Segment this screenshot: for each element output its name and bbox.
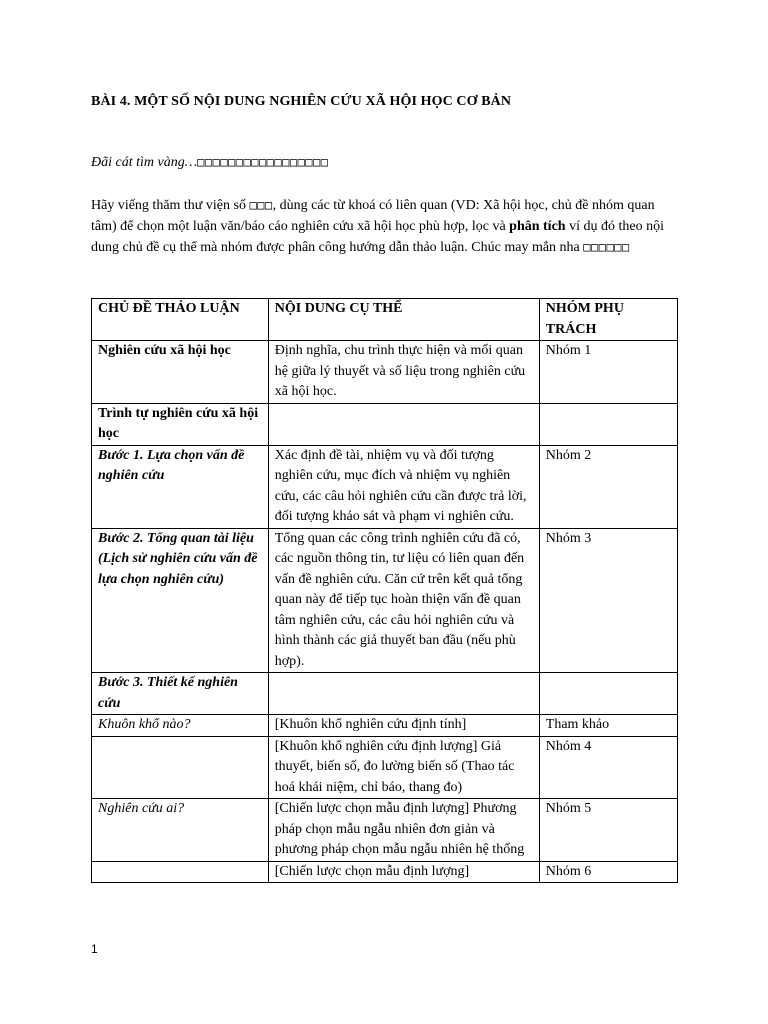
subtitle-missing-glyphs: □□□□□□□□□□□□□□□□□ bbox=[197, 155, 329, 169]
table-header-row bbox=[92, 299, 678, 341]
content-cell: Xác định đề tài, nhiệm vụ và đối tượng nghiên cứu, mục đích và nhiệm vụ nghiên cứu, các câu hỏi nghiên cứu cần được trả lời, đối tượng khảo sát và phạm vi nghiên cứu. bbox=[268, 445, 539, 528]
content-cell bbox=[268, 673, 539, 715]
topic-cell: Nghiên cứu xã hội học bbox=[92, 341, 269, 404]
subtitle-lead: Đãi cát tìm vàng… bbox=[91, 155, 198, 170]
subtitle bbox=[91, 155, 328, 171]
topic-cell: Khuôn khổ nào? bbox=[92, 715, 269, 737]
header-topic: CHỦ ĐỀ THẢO LUẬN bbox=[92, 299, 269, 341]
group-cell bbox=[539, 403, 677, 445]
group-cell: Nhóm 3 bbox=[539, 528, 677, 673]
topic-cell bbox=[92, 736, 269, 799]
content-cell bbox=[268, 403, 539, 445]
intro-paragraph bbox=[91, 195, 681, 258]
content-cell: [Chiến lược chọn mẫu định lượng] bbox=[268, 861, 539, 883]
intro-missing-glyphs-2: □□□□□□ bbox=[583, 240, 630, 254]
content-cell: [Khuôn khổ nghiên cứu định tính] bbox=[268, 715, 539, 737]
content-cell: [Khuôn khổ nghiên cứu định lượng] Giả thuyết, biến số, đo lường biến số (Thao tác hoá khái niệm, chỉ báo, thang đo) bbox=[268, 736, 539, 799]
group-cell: Nhóm 2 bbox=[539, 445, 677, 528]
group-cell: Tham khảo bbox=[539, 715, 677, 737]
topic-cell: Nghiên cứu ai? bbox=[92, 799, 269, 862]
group-cell bbox=[539, 673, 677, 715]
group-cell: Nhóm 4 bbox=[539, 736, 677, 799]
group-cell: Nhóm 6 bbox=[539, 861, 677, 883]
page-title: BÀI 4. MỘT SỐ NỘI DUNG NGHIÊN CỨU XÃ HỘI HỌC CƠ BẢN bbox=[91, 94, 512, 109]
header-group: NHÓM PHỤ TRÁCH bbox=[539, 299, 677, 341]
topic-cell bbox=[92, 861, 269, 883]
table-row bbox=[92, 861, 678, 883]
content-cell: [Chiến lược chọn mẫu định lượng] Phương pháp chọn mẫu ngẫu nhiên đơn giản và phương pháp chọn mẫu ngẫu nhiên hệ thống bbox=[268, 799, 539, 862]
intro-missing-glyphs-1: □□□ bbox=[249, 198, 273, 212]
topic-cell: Trình tự nghiên cứu xã hội học bbox=[92, 403, 269, 445]
intro-text-part2: , dùng các từ khoá có liên quan (VD: Xã hội học, chủ đề nhóm quan tâm) để chọn một luận văn/báo cáo nghiên cứu xã hội học phù hợp, lọc và bbox=[91, 198, 655, 234]
table-row bbox=[92, 736, 678, 799]
table-row bbox=[92, 715, 678, 737]
table-row bbox=[92, 445, 678, 528]
table-row bbox=[92, 528, 678, 673]
group-cell: Nhóm 5 bbox=[539, 799, 677, 862]
table-row bbox=[92, 403, 678, 445]
topic-cell: Bước 2. Tổng quan tài liệu (Lịch sử nghiên cứu vấn đề lựa chọn nghiên cứu) bbox=[92, 528, 269, 673]
intro-text-part1: Hãy viếng thăm thư viện số bbox=[91, 198, 250, 213]
page-number: 1 bbox=[91, 942, 98, 956]
table-row bbox=[92, 799, 678, 862]
content-cell: Tổng quan các công trình nghiên cứu đã có, các nguồn thông tin, tư liệu có liên quan đến vấn đề nghiên cứu. Căn cứ trên kết quả tổng quan này để tiếp tục hoàn thiện vấn đề quan tâm nghiên cứu, các câu hỏi nghiên cứu và hình thành các giả thuyết ban đầu (nếu phù hợp). bbox=[268, 528, 539, 673]
group-cell: Nhóm 1 bbox=[539, 341, 677, 404]
intro-text-part3: ví dụ đó theo nội dung chủ đề cụ thể mà nhóm được phân công hướng dẫn thảo luận. Chúc may mắn nha bbox=[91, 219, 664, 255]
table-row bbox=[92, 673, 678, 715]
table-row bbox=[92, 341, 678, 404]
intro-bold-text: phân tích bbox=[509, 219, 566, 234]
topic-cell: Bước 3. Thiết kế nghiên cứu bbox=[92, 673, 269, 715]
topic-cell: Bước 1. Lựa chọn vấn đề nghiên cứu bbox=[92, 445, 269, 528]
content-cell: Định nghĩa, chu trình thực hiện và mối quan hệ giữa lý thuyết và số liệu trong nghiên cứu xã hội học. bbox=[268, 341, 539, 404]
header-content: NỘI DUNG CỤ THỂ bbox=[268, 299, 539, 341]
discussion-table bbox=[91, 298, 678, 883]
